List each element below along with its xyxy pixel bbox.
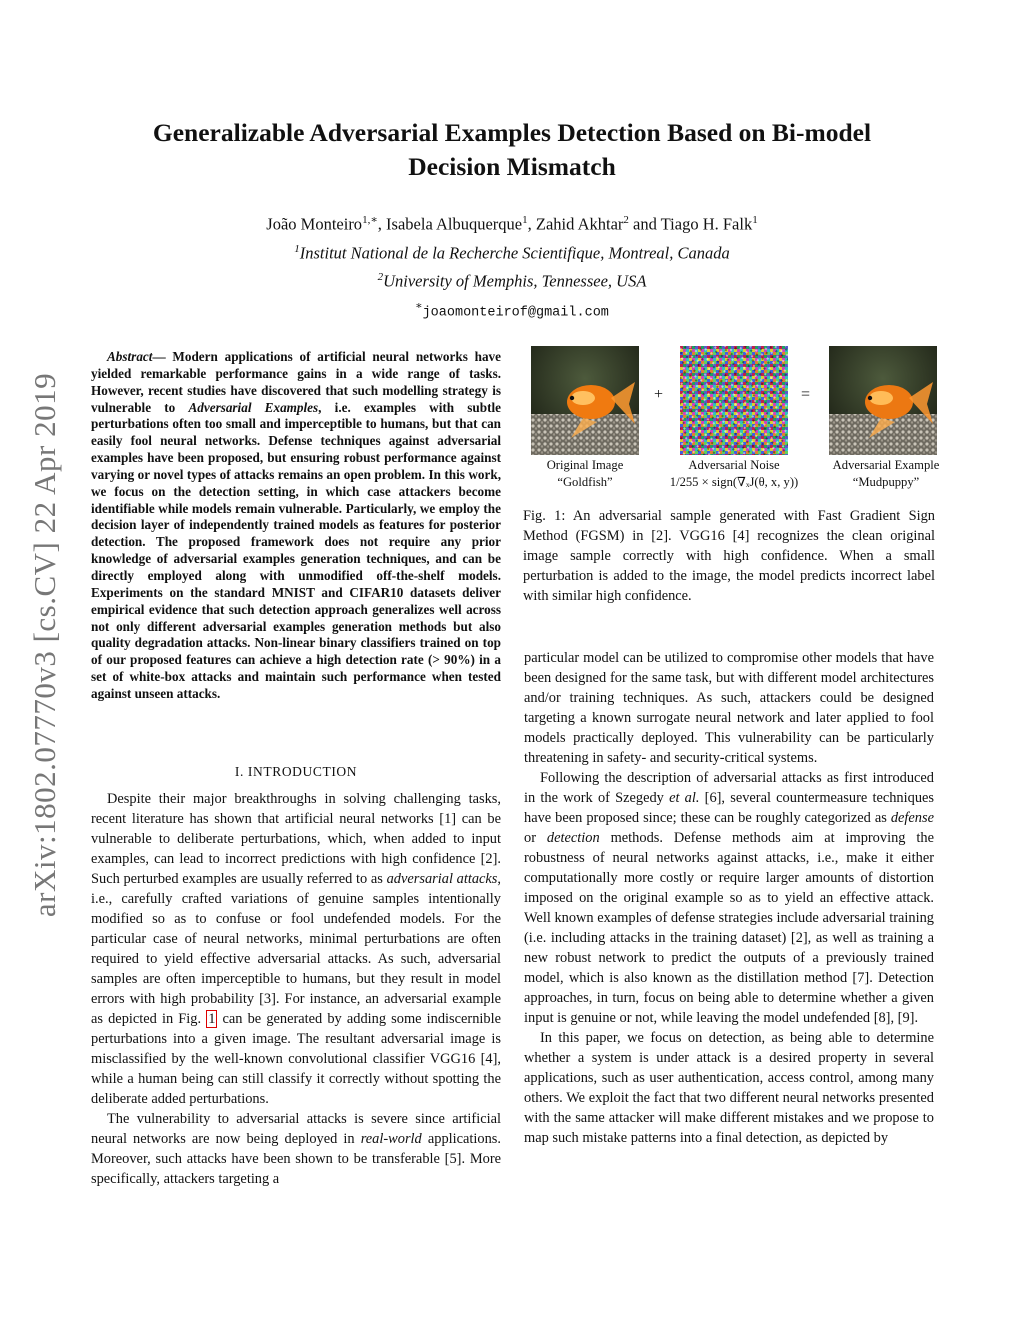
affiliation-mark: 1,∗	[362, 214, 378, 226]
paragraph-emphasis: adversarial attacks	[386, 871, 498, 887]
affiliation-1	[100, 237, 924, 266]
paragraph-text: , i.e., carefully crafted variations of genuine samples intentionally modified so as to confuse or fool undefended models. For the particular case of neural networks, minimal perturbations are often required to yield effective adversarial attacks. As such, adversarial samples are often imperceptible to humans, but they result in model errors with high probability [3]. For instance, an adversarial example as depicted in Fig.	[91, 871, 502, 1027]
image-label: Original Image	[546, 458, 624, 472]
paragraph-text: [6], several countermeasure techniques have been proposed since; these can be roughly categorized as	[524, 790, 934, 826]
paragraph-text: can be generated by adding some indiscernible perturbations into a given image. The resultant adversarial image is misclassified by the well-known convolutional classifier VGG16 [4], while a human being can still classify it correctly without spotting the deliberate added perturbations.	[91, 1011, 501, 1107]
section-heading: I. INTRODUCTION	[234, 764, 358, 779]
noise-pattern-icon	[680, 346, 788, 455]
goldfish-photo-icon	[531, 346, 639, 455]
affiliation-2	[100, 265, 924, 294]
abstract-text: , i.e. examples with subtle perturbations often too small and imperceptible to humans, but that can easily fool neural networks. Defense techniques against adversarial examples have been proposed, but ensuring robust performance against varying or novel types of attacks remains an open problem. In this work, we focus on the detection setting, in which case attackers become identifiable while models remain vulnerable. Particularly, we employ the decision layer of independently trained models as features for posterior detection. The proposed framework does not require any prior knowledge of adversarial examples generation techniques, and can be directly employed along with unmodified off-the-shelf models. Experiments on the standard MNIST and CIFAR10 datasets deliver empirical evidence that such detection approach generalizes well across not only different adversarial examples generation methods but also quality degradation attacks. Non-linear binary classifiers trained on top of our proposed features can achieve a high detection rate (> 90%) in a set of white-box attacks and maintain such performance when tested against unseen attacks.	[91, 399, 501, 701]
goldfish-original-image	[531, 346, 639, 455]
right-column-body	[524, 648, 934, 1148]
abstract-label: Abstract	[107, 349, 153, 364]
image-class: “Goldfish”	[557, 475, 613, 489]
paragraph-emphasis: et al.	[669, 790, 700, 806]
affiliation-mark: 1	[294, 242, 300, 255]
arxiv-id-text: arXiv:1802.07770v3 [cs.CV] 22 Apr 2019	[27, 372, 62, 918]
affiliation-mark: 2	[623, 214, 629, 226]
abstract-dash: —	[152, 349, 173, 364]
paragraph-text: methods. Defense methods aim at improving the robustness of neural networks against attacks, i.e., make it either computationally more costly or require larger amounts of distortion imposed on the original example so as to yield an effective attack. Well known examples of defense strategies include adversarial training (i.e. including attacks in the training dataset) [2], as well as training a new robust network to predict the outputs of a previously trained model, which is also known as the distillation method [7]. Detection approaches, in turn, focus on being able to determine whether a given input is genuine or not, while leaving the model undefended [8], [9].	[524, 830, 934, 1026]
arxiv-sidebar-stamp	[28, 350, 62, 940]
plus-sign: +	[654, 386, 664, 403]
adversarial-example-caption	[823, 457, 949, 491]
image-label: Adversarial Noise	[688, 458, 780, 472]
paragraph-emphasis: detection	[546, 830, 600, 846]
paragraph-text: The vulnerability to adversarial attacks is severe since artificial neural networks are now being deployed in	[91, 1111, 501, 1147]
image-label: Adversarial Example	[832, 458, 940, 472]
paragraph-emphasis: real-world	[360, 1131, 422, 1147]
figure-caption: Fig. 1: An adversarial sample generated with Fast Gradient Sign Method (FGSM) in [2]. VGG16 [4] recognizes the clean original image sample correctly with high confidence. When a small perturbation is added to the image, the model predicts incorrect label with similar high confidence.	[523, 508, 935, 604]
author-name: , Isabela Albuquerque	[377, 214, 523, 234]
paragraph: particular model can be utilized to compromise other models that have been designed for the same task, but with different model architectures and/or training techniques. As such, attackers could be designed targeting a known surrogate neural network and later applied to fool models practically deployed. This vulnerability can be particularly threatening in safety- and security-critical systems.	[524, 650, 934, 766]
paragraph-text: Despite their major breakthroughs in solving challenging tasks, recent literature has shown that artificial neural networks [1] can be vulnerable to deliberate perturbations, which, when added to input examples, can lead to incorrect predictions with high confidence [2]. Such perturbed examples are usually referred to as	[91, 791, 501, 887]
paragraph: In this paper, we focus on detection, as being able to determine whether a system is under attack is a desired property in several applications, such as user authentication, access control, among many others. We exploit the fact that two different neural networks presented with the same attacker will make different mistakes and we propose to map such mistake patterns into a final detection, as depicted by	[524, 1030, 934, 1146]
author-line	[100, 208, 924, 237]
left-column-body	[91, 789, 501, 1189]
author-name: João Monteiro	[266, 214, 363, 234]
title-line-2: Decision Mismatch	[408, 152, 616, 181]
noise-formula: 1/255 × sign(∇ₓJ(θ, x, y))	[669, 475, 799, 489]
paragraph	[91, 1109, 501, 1189]
adversarial-example-image	[829, 346, 937, 455]
figure-1	[523, 346, 938, 496]
original-image-caption	[523, 457, 647, 491]
affiliation-mark: 2	[377, 271, 384, 283]
contact-email	[100, 294, 924, 326]
title-line-1: Generalizable Adversarial Examples Detection Based on Bi-model	[152, 118, 872, 147]
equals-sign: =	[801, 386, 811, 403]
author-name: , Zahid Akhtar	[527, 214, 624, 234]
image-class: “Mudpuppy”	[852, 475, 920, 489]
paper-title	[100, 116, 924, 184]
email-address: joaomonteirof@gmail.com	[422, 305, 609, 320]
goldfish-adversarial-photo-icon	[829, 346, 937, 455]
abstract	[91, 349, 501, 703]
noise-caption	[651, 457, 817, 491]
affiliation-text: University of Memphis, Tennessee, USA	[383, 271, 647, 291]
adversarial-noise-image	[680, 346, 788, 455]
affiliation-text: Institut National de la Recherche Scientifique, Montreal, Canada	[299, 243, 730, 262]
paragraph-emphasis: defense	[890, 810, 934, 826]
affiliation-mark: 1	[522, 214, 528, 226]
abstract-emphasis: Adversarial Examples	[188, 399, 319, 415]
paragraph-text: applications. Moreover, such attacks have been shown to be transferable [5]. More specifically, attackers targeting a	[91, 1131, 501, 1187]
affiliation-mark: 1	[752, 214, 758, 226]
abstract-text: Modern applications of artificial neural networks have yielded remarkable performance gains in a wide range of tasks. However, recent studies have discovered that such modelling strategy is vulnerable to	[91, 349, 501, 415]
paragraph-text: Following the description of adversarial attacks as first introduced in the work of Szegedy	[524, 770, 934, 806]
affiliation-mark: ∗	[415, 299, 423, 312]
paragraph	[91, 789, 501, 1109]
paragraph-text: or	[524, 830, 547, 846]
paragraph	[524, 768, 934, 1028]
figure-link[interactable]: 1	[208, 1011, 216, 1027]
author-block	[100, 208, 924, 325]
author-name: and Tiago H. Falk	[628, 214, 753, 234]
